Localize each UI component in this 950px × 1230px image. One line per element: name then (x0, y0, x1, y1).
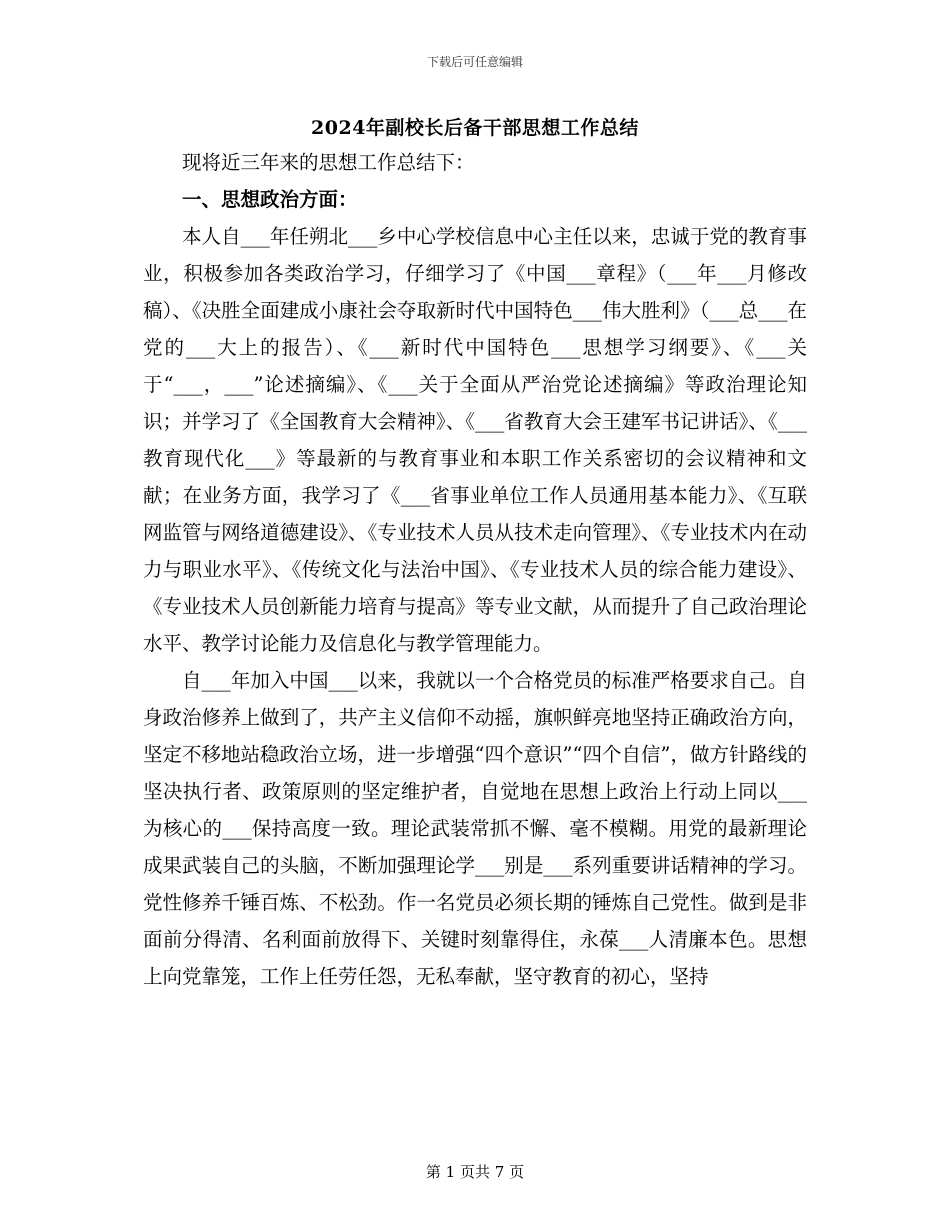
page-number-footer: 第 1 页共 7 页 (425, 1163, 525, 1181)
section-heading: 一、思想政治方面： (182, 188, 358, 211)
document-body (143, 144, 807, 995)
body-paragraph-2: 自___年加入中国___以来，我就以一个合格党员的标准严格要求自己。自身政治修养上做到了，共产主义信仰不动摇，旗帜鲜亮地坚持正确政治方向，坚定不移地站稳政治立场，进一步增强“四个意识”“四个自信”，做方针路线的坚决执行者、政策原则的坚定维护者，自觉地在思想上政治上行动上同以___为核心的___保持高度一致。理论武装常抓不懈、毫不模糊。用党的最新理论成果武装自己的头脑，不断加强理论学___别是___系列重要讲话精神的学习。党性修养千锤百炼、不松劲。作一名党员必须长期的锤炼自己党性。做到是非面前分得清、名利面前放得下、关键时刻靠得住，永葆___人清廉本色。思想上向党靠笼，工作上任劳任怨，无私奉献，坚守教育的初心，坚持 (143, 669, 807, 988)
page-header-note: 下载后可任意编辑 (426, 55, 523, 69)
body-paragraph-1: 本人自___年任朔北___乡中心学校信息中心主任以来，忠诚于党的教育事业，积极参加各类政治学习，仔细学习了《中国___章程》（___年___月修改稿）、《决胜全面建成小康社会夺取新时代中国特色___伟大胜利》（___总___在党的___大上的报告）、《___新时代中国特色___思想学习纲要》、《___关于“___，___”论述摘编》、《___关于全面从严治党论述摘编》等政治理论知识；并学习了《全国教育大会精神》、《___省教育大会王建军书记讲话》、《___教育现代化___》等最新的与教育事业和本职工作关系密切的会议精神和文献；在业务方面，我学习了《___省事业单位工作人员通用基本能力》、《互联网监管与网络道德建设》、《专业技术人员从技术走向管理》、《专业技术内在动力与职业水平》、《传统文化与法治中国》、《专业技术人员的综合能力建设》、《专业技术人员创新能力培育与提高》等专业文献，从而提升了自己政治理论水平、教学讨论能力及信息化与教学管理能力。 (143, 225, 807, 655)
document-title: 2024年副校长后备干部思想工作总结 (311, 117, 639, 139)
intro-paragraph: 现将近三年来的思想工作总结下： (182, 151, 475, 174)
